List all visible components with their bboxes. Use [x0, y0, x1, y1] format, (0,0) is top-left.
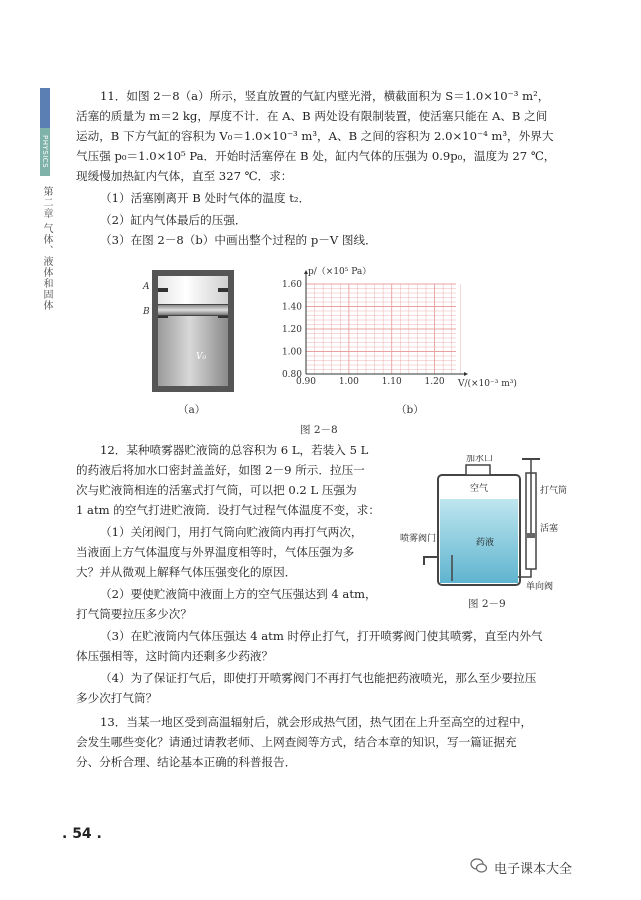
label-air: 空气	[470, 484, 489, 494]
q12-item-4a: （4）为了保证打气后，即使打开喷雾阀门不再打气也能把药液喷光，那么至少要拉压	[100, 671, 537, 685]
q12-item-2a: （2）要使贮液筒中液面上方的空气压强达到 4 atm，	[100, 587, 377, 601]
q11-item-1: （1）活塞刚离开 B 处时气体的温度 t₂．	[100, 191, 311, 205]
q13-line-3: 分、分析合理、结论基本正确的科普报告．	[76, 755, 297, 769]
inlet-cap	[466, 465, 490, 475]
q11-line-3: 运动，B 下方气缸的容积为 V₀＝1.0×10⁻³ m³，A、B 之间的容积为 2.0×10⁻⁴ m³，外界大	[76, 129, 554, 143]
stop-a-left	[158, 288, 168, 292]
q12-item-1c: 大？并从微观上解释气体压强变化的原因．	[76, 565, 297, 579]
label-pump: 打气筒	[540, 486, 568, 496]
sprayer-figure	[400, 455, 600, 593]
q11-line-2: 活塞的质量为 m＝2 kg，厚度不计．在 A、B 两处设有限制装置，使活塞只能在 A、B 之间	[76, 109, 548, 123]
q12-item-3a: （3）在贮液筒内气体压强达 4 atm 时停止打气，打开喷雾阀门使其喷雾，直至内外气	[100, 629, 543, 643]
y-tick-label: 1.40	[281, 302, 302, 313]
label-piston: 活塞	[540, 524, 559, 534]
pv-y-ticks	[282, 280, 302, 380]
q11-line-4: 气压强 p₀＝1.0×10⁵ Pa．开始时活塞停在 B 处，缸内气体的压强为 0.9p₀，温度为 27 ℃，	[76, 149, 556, 163]
stop-a-right	[218, 288, 228, 292]
page-number: . 54 .	[62, 826, 102, 842]
x-tick-label: 1.10	[381, 377, 402, 387]
pv-x-axis-label: V/(×10⁻³ m³)	[458, 379, 517, 389]
q12-item-4b: 多少次打气筒？	[76, 691, 158, 705]
label-v0: V₀	[196, 352, 207, 362]
label-liquid: 药液	[476, 538, 495, 548]
cylinder-figure	[152, 270, 234, 392]
q11-item-3: （3）在图 2－8（b）中画出整个过程的 p－V 图线．	[100, 233, 377, 247]
q11-line-1: 11．如图 2－8（a）所示，竖直放置的气缸内壁光滑，横截面积为 S＝1.0×10⁻³ m²，	[100, 89, 550, 103]
side-color-band	[40, 88, 50, 128]
fig-2-9-caption: 图 2－9	[468, 598, 506, 610]
q11-line-5: 现缓慢加热缸内气体，直至 327 ℃．求：	[76, 169, 293, 183]
y-tick-label: 1.60	[281, 280, 302, 290]
side-chapter-title: 第二章 气体、液体和固体	[41, 186, 52, 312]
label-inlet: 加水口	[466, 455, 494, 464]
q12-line-1: 12．某种喷雾器贮液筒的总容积为 6 L，若装入 5 L	[100, 443, 369, 457]
watermark-text: 电子课本大全	[494, 862, 573, 877]
pump-piston	[527, 533, 535, 538]
q12-item-1a: （1）关闭阀门，用打气筒向贮液筒内再打气两次，	[100, 525, 363, 539]
label-valve: 喷雾阀门	[400, 534, 437, 544]
y-tick-label: 0.80	[281, 370, 302, 380]
x-tick-label: 1.20	[424, 377, 445, 387]
pv-x-ticks	[296, 377, 445, 387]
q13-line-2: 会发生哪些变化？请通过请教老师、上网查阅等方式，结合本章的知识，写一篇证据充	[76, 735, 517, 749]
label-b: B	[143, 307, 150, 317]
q12-item-1b: 当液面上方气体温度与外界温度相等时，气体压强为多	[76, 545, 355, 559]
q11-item-2: （2）缸内气体最后的压强．	[100, 213, 247, 227]
spray-nozzle	[424, 557, 438, 565]
x-tick-label: 0.90	[295, 377, 317, 387]
fig-a-caption: （a）	[178, 404, 206, 416]
pv-grid-chart	[270, 262, 520, 392]
fig-b-caption: （b）	[396, 404, 424, 416]
q13-line-1: 13．当某一地区受到高温辐射后，就会形成热气团，热气团在上升至高空的过程中，	[100, 715, 533, 729]
y-tick-label: 1.20	[281, 325, 302, 335]
x-tick-label: 1.00	[338, 377, 359, 387]
fig-2-8-caption: 图 2－8	[300, 424, 338, 436]
side-subject-tab: PHYSICS	[40, 128, 50, 176]
wechat-icon	[470, 857, 488, 875]
piston	[158, 304, 228, 316]
label-a: A	[143, 282, 150, 292]
cylinder-gas	[158, 314, 228, 386]
q12-line-4: 1 atm 的空气打进贮液筒．设打气过程气体温度不变，求：	[76, 503, 380, 517]
pv-grid	[306, 284, 460, 374]
x-axis-arrow	[464, 372, 468, 376]
y-tick-label: 1.00	[281, 347, 302, 358]
pv-y-axis-label: p/（×10⁵ Pa）	[308, 267, 372, 277]
q12-item-2b: 打气筒要拉压多少次？	[76, 607, 192, 621]
label-check-valve: 单向阀	[526, 582, 554, 592]
q12-line-2: 的药液后将加水口密封盖盖好，如图 2－9 所示．拉压一	[76, 463, 365, 477]
pv-axes	[304, 270, 468, 376]
q12-item-3b: 体压强相等，这时筒内还剩多少药液？	[76, 649, 274, 663]
q12-line-3: 次与贮液筒相连的活塞式打气筒，可以把 0.2 L 压强为	[76, 483, 357, 497]
